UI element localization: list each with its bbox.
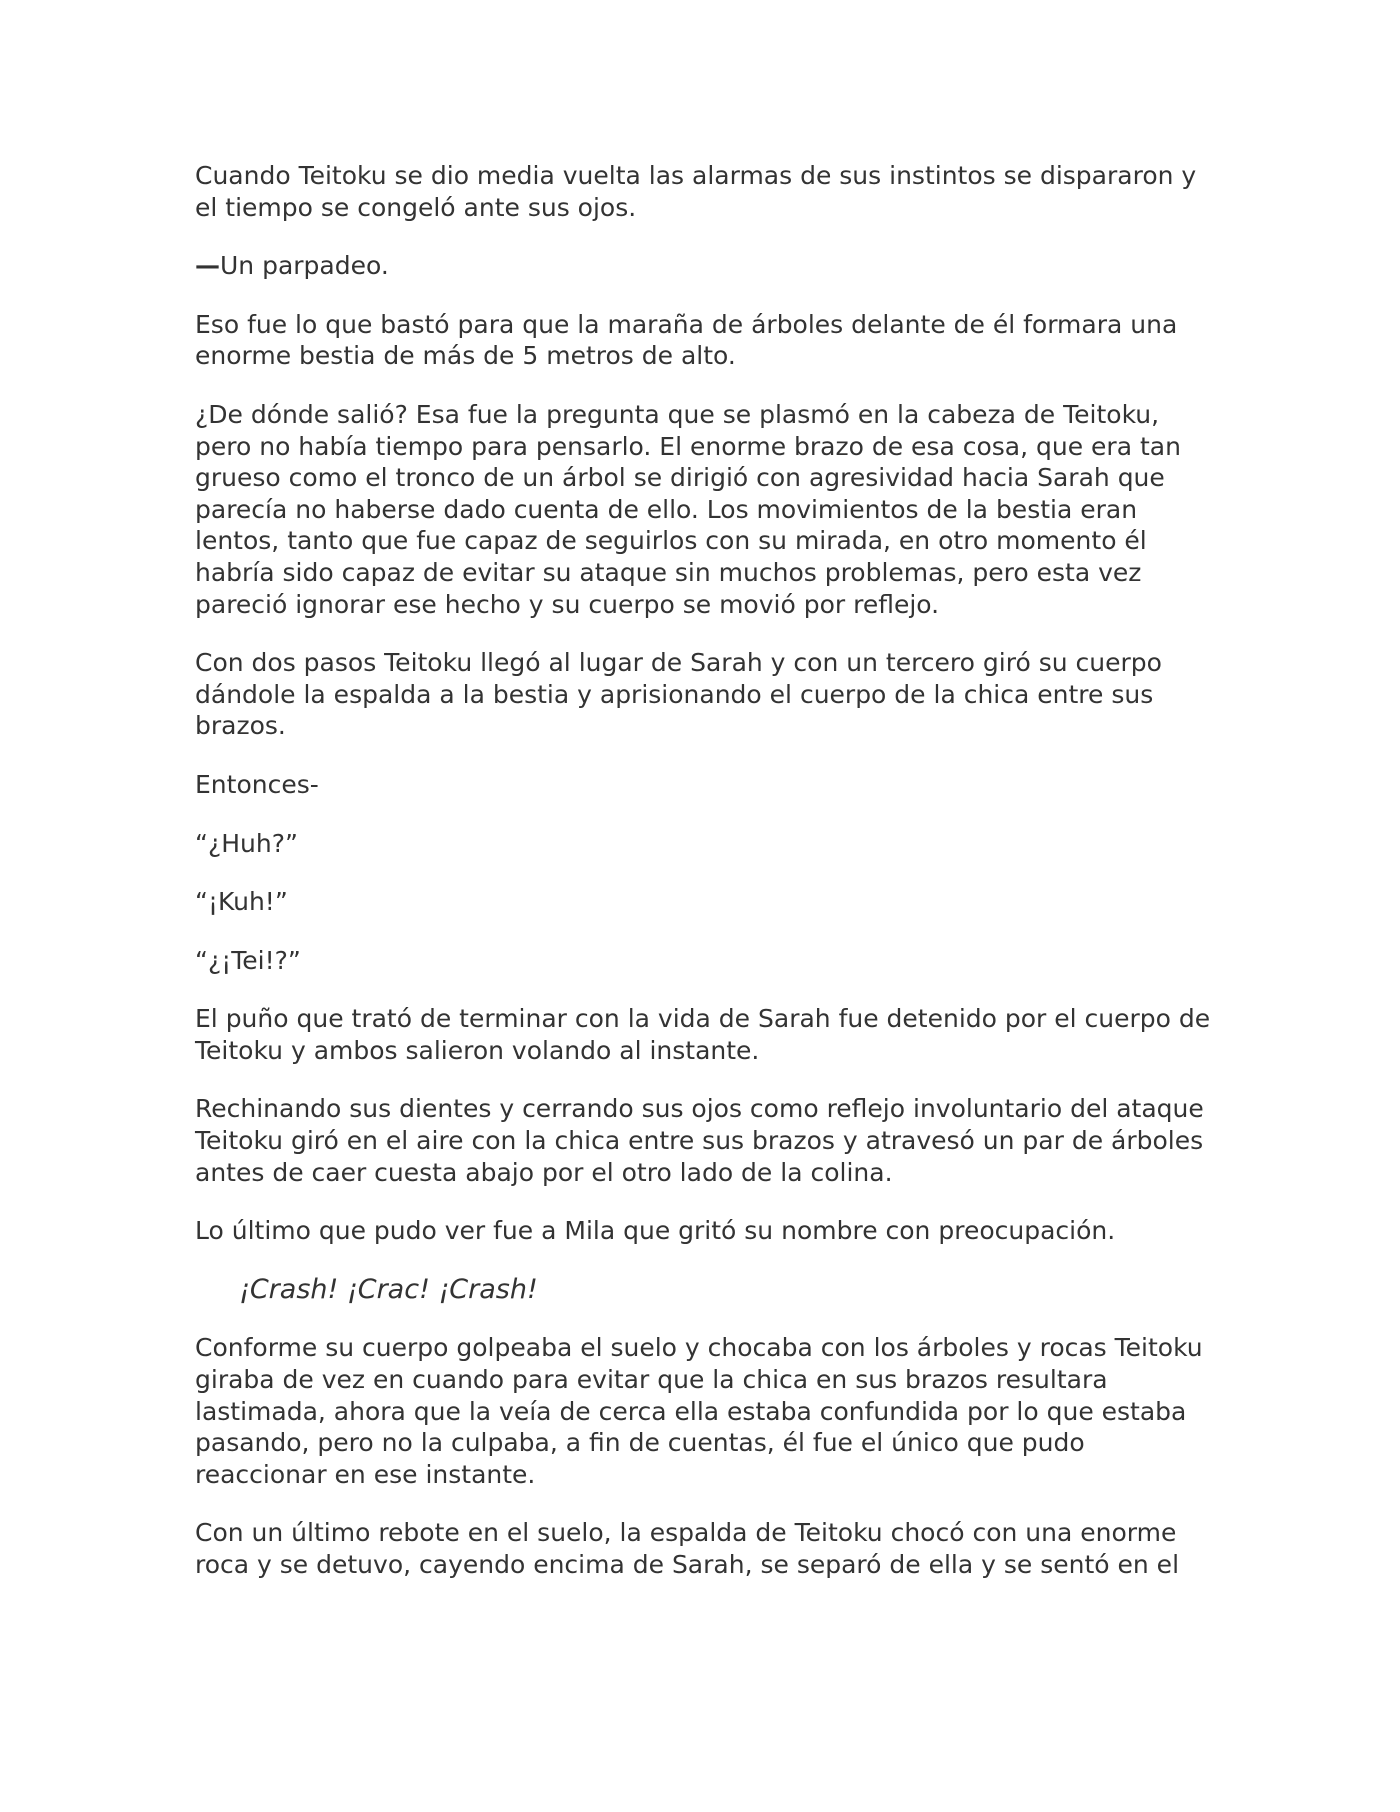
paragraph-8: “¡Kuh!”: [195, 887, 288, 917]
paragraph-5: Con dos pasos Teitoku llegó al lugar de Sarah y con un tercero giró su cuerpo dándole la espalda a la bestia y aprisionando el cuerpo de la chica entre sus brazos.: [195, 648, 1162, 741]
paragraph-12: Lo último que pudo ver fue a Mila que gritó su nombre con preocupación.: [195, 1216, 1116, 1246]
document-body: [195, 160, 1215, 1608]
paragraph-dialogue-blink: [195, 250, 1215, 282]
em-dash: —: [195, 251, 220, 281]
paragraph-6: Entonces-: [195, 769, 319, 799]
dialogue-text: Un parpadeo.: [220, 251, 389, 281]
paragraph-14: Conforme su cuerpo golpeaba el suelo y chocaba con los árboles y rocas Teitoku giraba de vez en cuando para evitar que la chica en sus brazos resultara lastimada, ahora que la veía de cerca ella estaba confundida por lo que estaba pasando, pero no la culpaba, a fin de cuentas, él fue el único que pudo reaccionar en ese instante.: [195, 1333, 1203, 1489]
paragraph-3: Eso fue lo que bastó para que la maraña de árboles delante de él formara una enorme bestia de más de 5 metros de alto.: [195, 309, 1178, 371]
sound-effect: ¡Crash! ¡Crac! ¡Crash!: [239, 1273, 538, 1305]
paragraph-15: Con un último rebote en el suelo, la espalda de Teitoku chocó con una enorme roca y se detuvo, cayendo encima de Sarah, se separó de ella y se sentó en el: [195, 1518, 1180, 1579]
paragraph-11: Rechinando sus dientes y cerrando sus ojos como reflejo involuntario del ataque Teitoku giró en el aire con la chica entre sus brazos y atravesó un par de árboles antes de caer cuesta abajo por el otro lado de la colina.: [195, 1094, 1204, 1187]
paragraph-7: “¿Huh?”: [195, 828, 298, 858]
paragraph-10: El puño que trató de terminar con la vida de Sarah fue detenido por el cuerpo de Teitoku y ambos salieron volando al instante.: [195, 1004, 1211, 1065]
paragraph-4: ¿De dónde salió? Esa fue la pregunta que se plasmó en la cabeza de Teitoku, pero no había tiempo para pensarlo. El enorme brazo de esa cosa, que era tan grueso como el tronco de un árbol se dirigió con agresividad hacia Sarah que parecía no haberse dado cuenta de ello. Los movimientos de la bestia eran lentos, tanto que fue capaz de seguirlos con su mirada, en otro momento él habría sido capaz de evitar su ataque sin muchos problemas, pero esta vez pareció ignorar ese hecho y su cuerpo se movió por reflejo.: [195, 399, 1181, 619]
paragraph-9: “¿¡Tei!?”: [195, 945, 301, 975]
paragraph-1: Cuando Teitoku se dio media vuelta las alarmas de sus instintos se dispararon y el tiempo se congeló ante sus ojos.: [195, 161, 1197, 222]
